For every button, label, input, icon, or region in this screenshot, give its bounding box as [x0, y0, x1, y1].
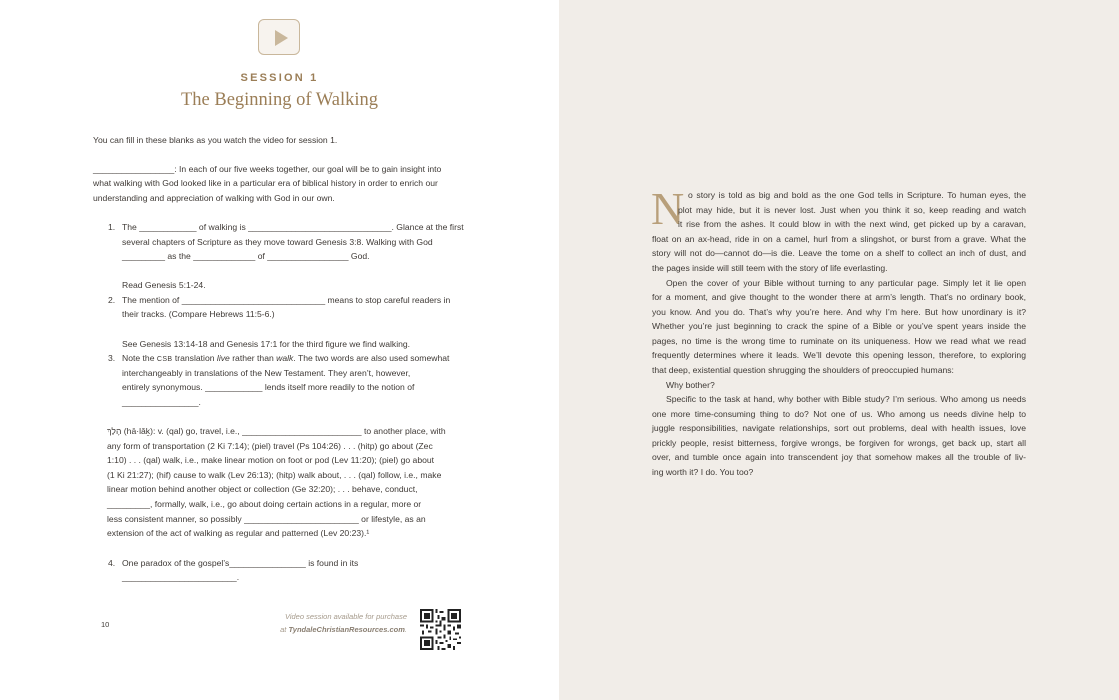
body-line: one more time-consuming thing to do? Not one of us. Who among us needs divine help to	[652, 409, 1026, 419]
definition-line: (1 Ki 21:27); (hif) cause to walk (Lev 26:13); (hitp) walk about, . . . (qal) follow, i.e., make	[107, 470, 442, 480]
item3-line: interchangeably in translations of the New Testament. They aren’t, however,	[122, 368, 411, 378]
item1-line: _________ as the _____________ of _________________ God.	[122, 251, 370, 261]
definition-line: any form of transportation (2 Ki 7:14); (piel) travel (Ps 104:26) . . . (hitp) go about (Zec	[107, 441, 433, 451]
item3-line: ________________.	[122, 397, 201, 407]
definition-line: extension of the act of walking as regular and patterned (Lev 20:23).¹	[107, 528, 370, 538]
item1-line: several chapters of Scripture as they move toward Genesis 3:8. Walking with God	[122, 237, 433, 247]
body-line: it rise from the ashes. It could blow in with the next wind, get picked up by a caravan,	[678, 219, 1026, 229]
list-number: 3.	[108, 353, 116, 363]
body-line: juggle responsibilities, navigate relationships, sort out problems, deal with health issues, love	[652, 423, 1026, 433]
para1-line: understanding and appreciation of walking with God in our own.	[93, 193, 335, 203]
definition-line: less consistent manner, so possibly ________________________ or lifestyle, as an	[107, 514, 426, 524]
list-number: 2.	[108, 295, 116, 305]
list-number: 1.	[108, 222, 116, 232]
promo-line: Video session available for purchase	[284, 612, 407, 621]
body-line: plot may hide, but it is never lost. Just when you think it so, keep reading and watch	[678, 205, 1026, 215]
body-line: for a moment, and give thought to the wonder there at arm’s length. That’s no ordinary book,	[652, 292, 1026, 302]
body-line: float on an ax-head, ride in on a camel, hurl from a slingshot, or burst from a grave. What the	[652, 234, 1026, 244]
body-line: prickly people, resist bitterness, forgive wrongs, be forgiven for wrongs, get back up, start all	[652, 438, 1026, 448]
item2-line: The mention of ______________________________ means to stop careful readers in	[122, 295, 451, 305]
body-line: Open the cover of your Bible without turning to any particular page. Simply let it lie open	[666, 278, 1026, 288]
intro-text: You can fill in these blanks as you watch the video for session 1.	[93, 135, 338, 145]
body-line: ing worth it? I do. You too?	[652, 467, 754, 477]
body-line: Specific to the task at hand, why bother with Bible study? I’m serious. Who among us needs	[666, 394, 1026, 404]
promo-link[interactable]: TyndaleChristianResources.com	[288, 625, 405, 634]
list-number: 4.	[108, 558, 116, 568]
item4-line: One paradox of the gospel’s________________ is found in its	[122, 558, 359, 568]
para1-line: _________________: In each of our five weeks together, our goal will be to gain insight into	[93, 164, 442, 174]
session-title: The Beginning of Walking	[180, 90, 378, 110]
definition-line: _________, formally, walk, i.e., go about doing certain actions in a regular, more or	[107, 499, 422, 509]
body-line: that deep, existential question shrugging the shoulders of preoccupied humans:	[652, 365, 954, 375]
definition-line: linear motion behind another object or collection (Ge 32:20); . . . behave, conduct,	[107, 484, 418, 494]
body-line: you know. And you do. That’s why you’re here. And why I’m here. But how unordinary is it?	[652, 307, 1026, 317]
qr-code[interactable]	[420, 609, 461, 650]
item2-line: their tracks. (Compare Hebrews 11:5-6.)	[122, 309, 275, 319]
body-line: story will not do—cannot do—is die. Leave the tome on a shelf to collect an inch of dust, and	[652, 248, 1026, 258]
body-line: frequently determines where it leads. We’ll devote this opening lesson, therefore, to exploring	[652, 350, 1026, 360]
item1-line: The ____________ of walking is ______________________________. Glance at the first	[122, 222, 464, 232]
definition-line: הָלַךְ (hā·lǎḵ): v. (qal) go, travel, i.e., _________________________ to another place, with	[107, 426, 446, 436]
body-line: pages, no time is the wrong time to ruminate on its uniqueness. How we read what we read	[652, 336, 1026, 346]
play-icon	[259, 20, 301, 56]
body-line: Why bother?	[666, 380, 715, 390]
promo-line: at TyndaleChristianResources.com.	[280, 625, 407, 634]
item1-note: Read Genesis 5:1-24.	[122, 280, 206, 290]
drop-cap: N	[651, 183, 685, 234]
body-line: the pages inside will still teem with the story of life everlasting.	[652, 263, 888, 273]
video-promo	[280, 610, 407, 636]
definition-line: 1:10) . . . (qal) walk, i.e., make linear motion on foot or pod (Lev 11:20); (piel) go about	[107, 455, 435, 465]
session-label: SESSION 1	[240, 72, 319, 84]
left-page	[0, 0, 559, 700]
item3-line: entirely synonymous. ____________ lends itself more readily to the notion of	[122, 382, 415, 392]
body-line: Whether you’re just beginning to crack the spine of a Bible or you’ve spent years inside the	[652, 321, 1026, 331]
para1-line: what walking with God looked like in a particular era of biblical history in order to enrich our	[93, 178, 438, 188]
page-number: 10	[101, 620, 110, 629]
body-line: over, and tumble once again into transcendent joy that somehow makes all the trouble of liv-	[652, 452, 1026, 462]
video-play-button[interactable]	[258, 19, 300, 55]
item4-line: ________________________.	[122, 572, 240, 582]
body-line: o story is told as big and bold as the one God tells in Scripture. To human eyes, the	[688, 190, 1026, 200]
item3-line: Note the CSB translation live rather than walk. The two words are also used somewhat	[122, 353, 450, 363]
item2-note: See Genesis 13:14-18 and Genesis 17:1 for the third figure we find walking.	[122, 339, 411, 349]
